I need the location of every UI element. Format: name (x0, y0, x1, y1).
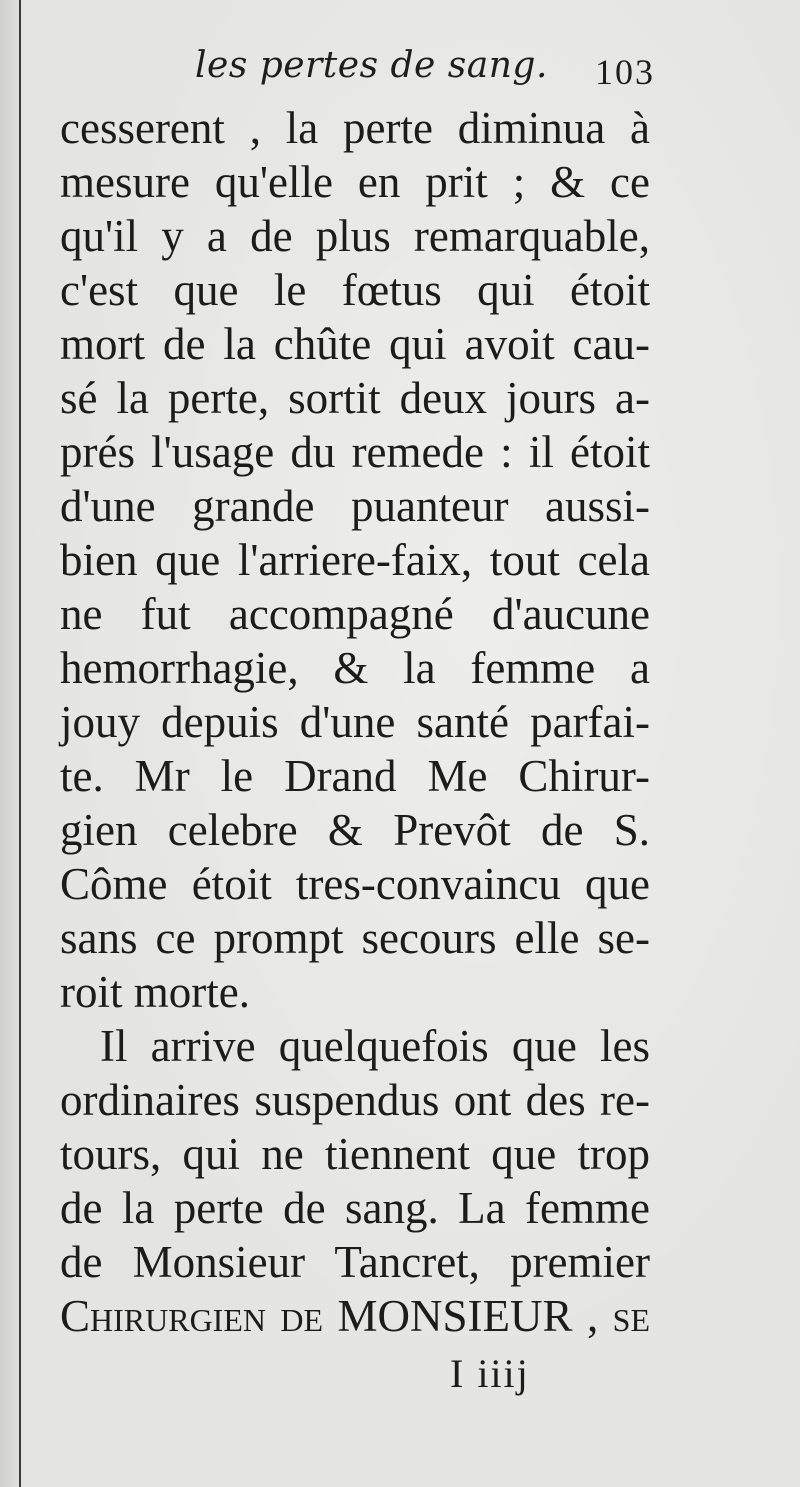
binding-edge-line (19, 0, 21, 1487)
text-line-17: roit morte. (60, 967, 250, 1017)
text-line-16: sans ce prompt secours elle se- (60, 913, 650, 963)
text-line-9: bien que l'arriere-faix, tout cela (60, 535, 650, 585)
text-line-15: Côme étoit tres-convaincu que (60, 859, 650, 909)
text-line-11: hemorrhagie, & la femme a (60, 643, 650, 693)
text-line-8: d'une grande puanteur aussi- (60, 481, 650, 531)
text-line-6: sé la perte, sortit deux jours a- (60, 373, 650, 423)
running-title: les pertes de sang. (195, 45, 548, 86)
text-line-14: gien celebre & Prevôt de S. (60, 805, 650, 855)
text-line-20: tours, qui ne tiennent que trop (60, 1129, 650, 1179)
text-line-12: jouy depuis d'une santé parfai- (60, 697, 650, 747)
text-line-13: te. Mr le Drand Me Chirur- (60, 751, 650, 801)
text-line-18: Il arrive quelquefois que les (100, 1021, 650, 1071)
text-line-1: cesserent , la perte diminua à (60, 103, 650, 153)
text-line-21: de la perte de sang. La femme (60, 1183, 650, 1233)
page-gutter (0, 0, 20, 1487)
text-line-23: Chirurgien de MONSIEUR , se (60, 1291, 650, 1341)
text-line-19: ordinaires suspendus ont des re- (60, 1075, 650, 1125)
page-number: 103 (595, 52, 655, 92)
page-header (195, 45, 655, 95)
text-line-2: mesure qu'elle en prit ; & ce (60, 157, 650, 207)
text-line-10: ne fut accompagné d'aucune (60, 589, 650, 639)
signature-mark: I iiij (450, 1351, 530, 1396)
text-line-5: mort de la chûte qui avoit cau- (60, 319, 650, 369)
text-line-22: de Monsieur Tancret, premier (60, 1237, 650, 1287)
text-line-3: qu'il y a de plus remarquable, (60, 211, 650, 261)
text-line-4: c'est que le fœtus qui étoit (60, 265, 650, 315)
text-line-7: prés l'usage du remede : il étoit (60, 427, 650, 477)
